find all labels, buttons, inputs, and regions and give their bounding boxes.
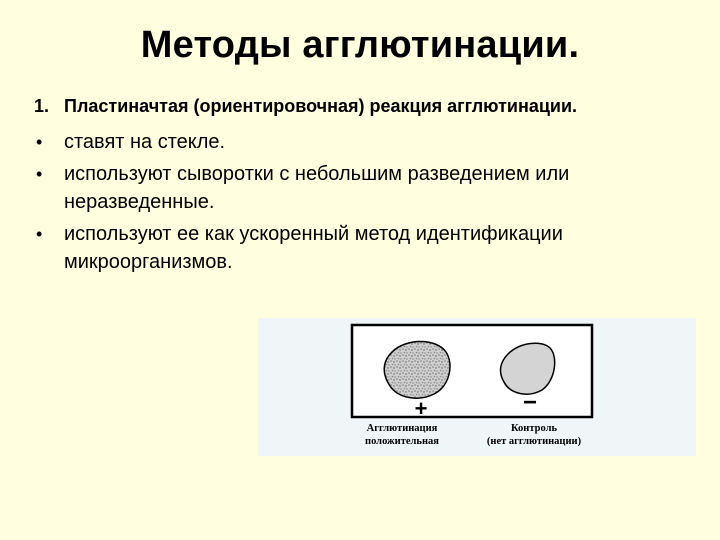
- caption-positive-line2: положительная: [365, 436, 439, 447]
- bullet-marker: •: [36, 132, 43, 152]
- agglutination-figure: [258, 318, 696, 456]
- list-item-identification: [34, 220, 694, 276]
- bullet-marker: •: [36, 164, 43, 184]
- list-item-text: используют ее как ускоренный метод идентификации микроорганизмов.: [64, 223, 563, 273]
- list-item-method: [34, 92, 694, 120]
- caption-positive-line1: Агглютинация: [366, 423, 438, 434]
- bullet-marker: •: [36, 224, 43, 244]
- list-number: 1.: [34, 96, 50, 116]
- slide-title: Методы агглютинации.: [140, 24, 580, 66]
- negative-sign: −: [522, 389, 538, 416]
- list-item-text: используют сыворотки с небольшим разведением или неразведенные.: [64, 163, 570, 213]
- list-item-glass: [34, 128, 694, 156]
- agglutinated-drop: [384, 342, 450, 399]
- agglutination-illustration: [258, 318, 696, 456]
- caption-control-line1: Контроль: [510, 423, 558, 434]
- content-list: [34, 92, 694, 280]
- list-item-text: ставят на стекле.: [64, 131, 226, 153]
- caption-control-line2: (нет агглютинации): [486, 436, 582, 447]
- list-item-text: Пластиначтая (ориентировочная) реакция агглютинации.: [64, 96, 578, 116]
- positive-sign: +: [414, 396, 428, 421]
- list-item-sera: [34, 160, 694, 216]
